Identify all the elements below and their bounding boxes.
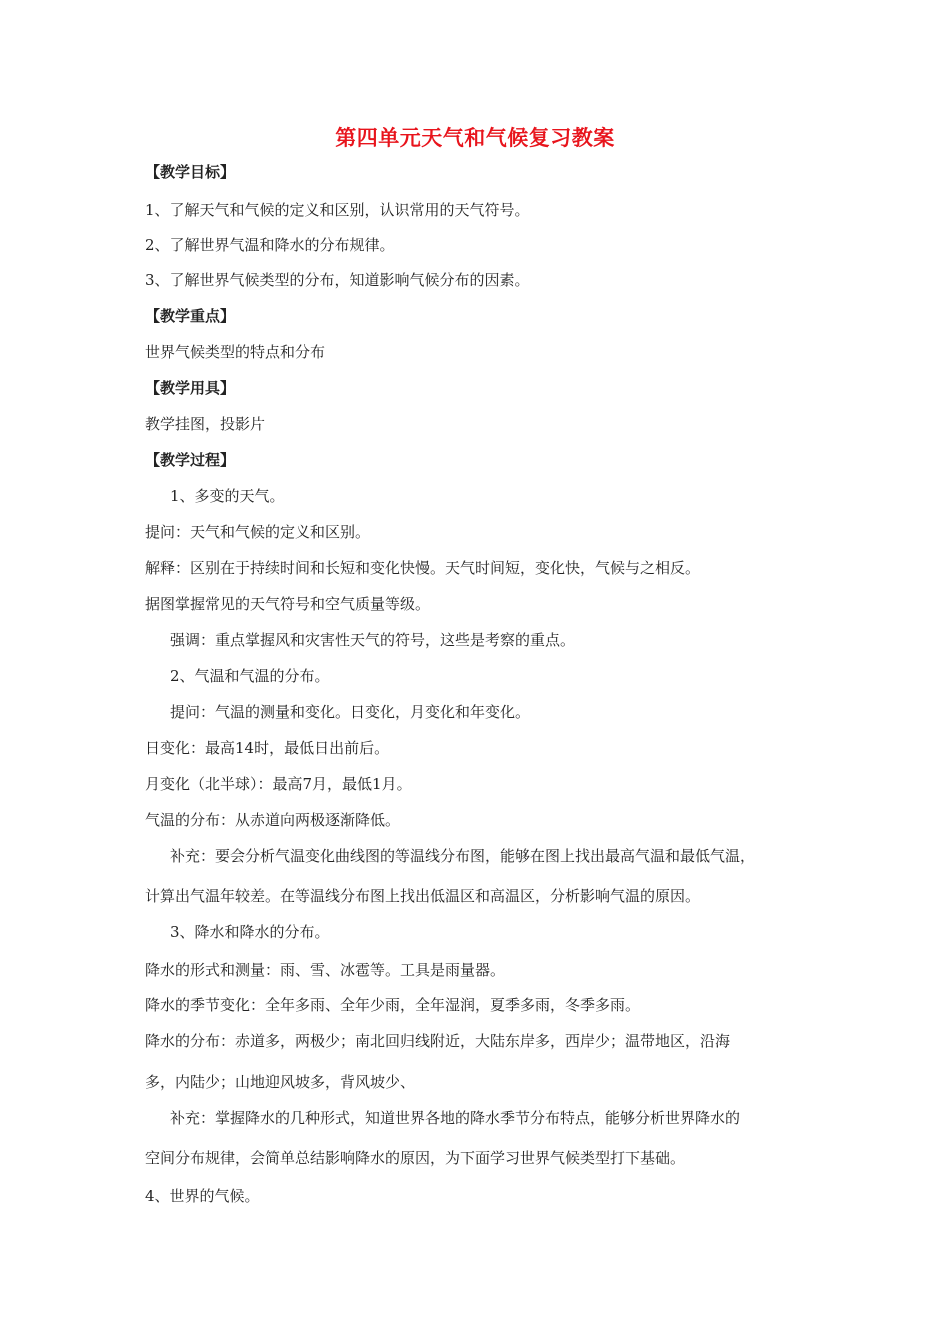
process-line: 2、气温和气温的分布。: [170, 667, 330, 685]
process-line: 解释：区别在于持续时间和长短和变化快慢。天气时间短，变化快，气候与之相反。: [145, 559, 701, 577]
key-heading: 【教学重点】: [145, 307, 236, 325]
document-title: 第四单元天气和气候复习教案: [335, 125, 615, 150]
tools-text: 教学挂图，投影片: [145, 415, 266, 433]
process-heading: 【教学过程】: [145, 451, 236, 469]
process-line: 日变化：最高14时，最低日出前后。: [145, 739, 390, 757]
process-line: 提问：气温的测量和变化。日变化，月变化和年变化。: [170, 703, 531, 721]
tools-heading: 【教学用具】: [145, 379, 236, 397]
process-line: 3、降水和降水的分布。: [170, 923, 330, 941]
process-line: 降水的分布：赤道多，两极少；南北回归线附近，大陆东岸多，西岸少；温带地区，沿海: [145, 1032, 731, 1050]
goal-item: 2、了解世界气温和降水的分布规律。: [145, 236, 395, 254]
goals-heading: 【教学目标】: [145, 163, 236, 181]
process-line: 空间分布规律，会简单总结影响降水的原因，为下面学习世界气候类型打下基础。: [145, 1149, 686, 1167]
process-line: 计算出气温年较差。在等温线分布图上找出低温区和高温区，分析影响气温的原因。: [145, 887, 701, 905]
process-line: 1、多变的天气。: [170, 487, 285, 505]
process-line: 多，内陆少；山地迎风坡多，背风坡少、: [145, 1073, 416, 1091]
process-line: 降水的季节变化：全年多雨、全年少雨，全年湿润，夏季多雨，冬季多雨。: [145, 996, 641, 1014]
process-line: 4、世界的气候。: [145, 1187, 260, 1205]
process-line: 降水的形式和测量：雨、雪、冰雹等。工具是雨量器。: [145, 961, 506, 979]
process-line: 补充：掌握降水的几种形式，知道世界各地的降水季节分布特点，能够分析世界降水的: [170, 1109, 741, 1127]
process-line: 补充：要会分析气温变化曲线图的等温线分布图，能够在图上找出最高气温和最低气温，: [170, 847, 756, 865]
process-line: 月变化（北半球）：最高7月，最低1月。: [145, 775, 412, 793]
goal-item: 1、了解天气和气候的定义和区别，认识常用的天气符号。: [145, 201, 530, 219]
process-line: 强调：重点掌握风和灾害性天气的符号，这些是考察的重点。: [170, 631, 576, 649]
process-line: 气温的分布：从赤道向两极逐渐降低。: [145, 811, 401, 829]
key-text: 世界气候类型的特点和分布: [145, 343, 326, 361]
process-line: 据图掌握常见的天气符号和空气质量等级。: [145, 595, 431, 613]
process-line: 提问：天气和气候的定义和区别。: [145, 523, 371, 541]
goal-item: 3、了解世界气候类型的分布，知道影响气候分布的因素。: [145, 271, 530, 289]
